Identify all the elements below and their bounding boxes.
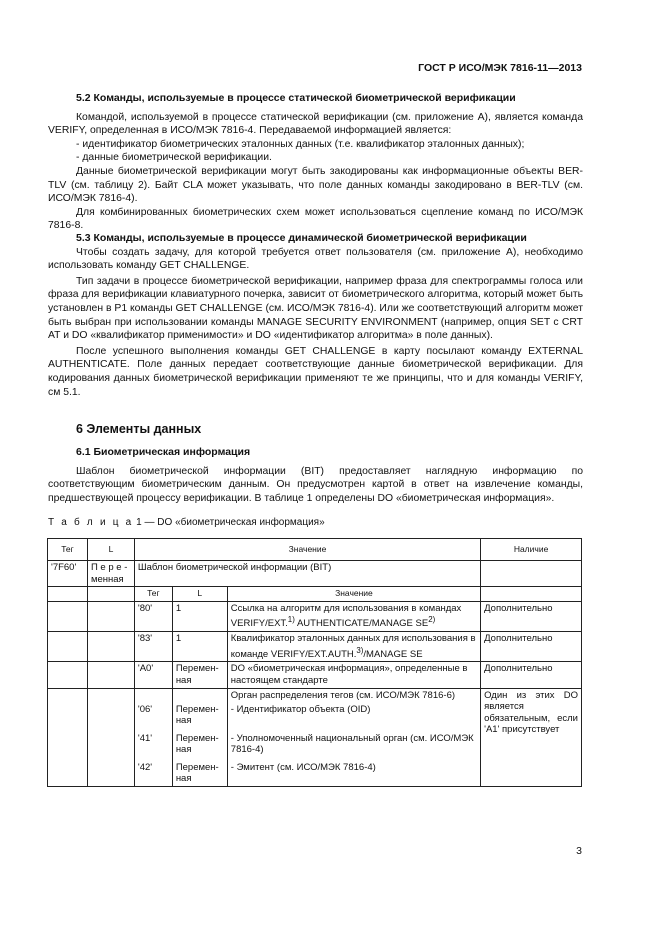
paragraph: Тип задачи в процессе биометрической верификации, например фраза для спектрограммы голоса или фраза для верификации клавиатурного почерка, зависит от биометрического алгоритма, который может быть установлен в P1 команды GET CHALLENGE (см. ИСО/МЭК 7816-4). Или же соответствующий алгоритм может быть выбран при использовании команды MANAGE SECURITY ENVIRONMENT (например, опция SET с CRT AT и DO «квалификатор применимости» и DO «идентификатор алгоритма» в поле данных).: [48, 275, 583, 342]
table-row: 'A0' Перемен-ная DO «биометрическая информация», определенные в настоящем стандарте Дополнительно: [48, 662, 582, 688]
page-number: 3: [576, 845, 582, 857]
table-subheader-row: Тег L Значение: [48, 587, 582, 602]
document-header: ГОСТ Р ИСО/МЭК 7816-11—2013: [418, 62, 582, 74]
bit-table: [47, 538, 582, 787]
paragraph: Командой, используемой в процессе статической верификации (см. приложение А), является команда VERIFY, определенная в ИСО/МЭК 7816-4. Передаваемой информацией является:: [48, 111, 583, 137]
table-row: '83' 1 Квалификатор эталонных данных для использования в команде VERIFY/EXT.AUTH.$^{3)}$/MANAGE SE Дополнительно: [48, 632, 582, 662]
paragraph: После успешного выполнения команды GET CHALLENGE в карту посылают команду EXTERNAL AUTHENTICATE. Поле данных передает соответствующие данные биометрической верификации. Для кодирования данных биометрической верификации применяют те же принципы, что и для команды VERIFY, см 5.1.: [48, 345, 583, 398]
table-row: '06' '41' '42' Перемен-ная Перемен-ная Перемен-ная Орган распределения тегов (см. ИСО/МЭК 7816-6) - Идентификатор объекта (OID) - Уполномоченный национальный орган (см. ИСО/МЭК 7816-4) - Эмитент (см. ИСО/МЭК 7816-4) Один из этих DO является обязательным, если 'A1' присутствует: [48, 688, 582, 786]
paragraph: Шаблон биометрической информации (BIT) предоставляет наглядную информацию по соответствующим биометрическим данным. Он предусмотрен картой в ответ на извлечение команды, предшествующей процессу верификации. В таблице 1 определены DO «биометрическая информация».: [48, 465, 583, 504]
section-6-title: 6 Элементы данных: [76, 422, 202, 436]
section-6-1-title: 6.1 Биометрическая информация: [76, 446, 251, 458]
list-item: - идентификатор биометрических эталонных данных (т.е. квалификатор эталонных данных);: [76, 138, 525, 150]
section-6: [48, 421, 583, 505]
table-row: '80' 1 Ссылка на алгоритм для использования в командах VERIFY/EXT.$^{1)}$ AUTHENTICATE/MANAGE SE$^{2)}$ Дополнительно: [48, 601, 582, 631]
list-item: - данные биометрической верификации.: [76, 152, 272, 164]
table-header-row: Тег L Значение Наличие: [48, 539, 582, 561]
section-5-3: [48, 232, 583, 399]
paragraph: Для комбинированных биометрических схем может использоваться сцепление команд по ИСО/МЭК 7816-8.: [48, 206, 583, 232]
table-cell-value: Ссылка на алгоритм для использования в командах VERIFY/EXT.$^{1)}$ AUTHENTICATE/MANAGE SE$^{2)}$: [227, 601, 480, 631]
section-5-3-title: 5.3 Команды, используемые в процессе динамической биометрической верификации: [76, 232, 527, 244]
table-cell-value: Квалификатор эталонных данных для использования в команде VERIFY/EXT.AUTH.$^{3)}$/MANAGE SE: [227, 632, 480, 662]
section-5-2-title: 5.2 Команды, используемые в процессе статической биометрической верификации: [76, 92, 516, 104]
table-caption: Т а б л и ц а 1 — DO «биометрическая информация»: [48, 517, 325, 528]
table-row: '7F60' П е р е - менная Шаблон биометрической информации (BIT): [48, 561, 582, 587]
section-5-2: [48, 92, 583, 233]
paragraph: Чтобы создать задачу, для которой требуется ответ пользователя (см. приложение А), необходимо использовать команду GET CHALLENGE.: [48, 246, 583, 272]
paragraph: Данные биометрической верификации могут быть закодированы как информационные объекты BER-TLV (см. таблицу 2). Байт CLA может указывать, что поле данных команды закодировано в BER-TLV (см. ИСО/МЭК 7816-4).: [48, 165, 583, 205]
